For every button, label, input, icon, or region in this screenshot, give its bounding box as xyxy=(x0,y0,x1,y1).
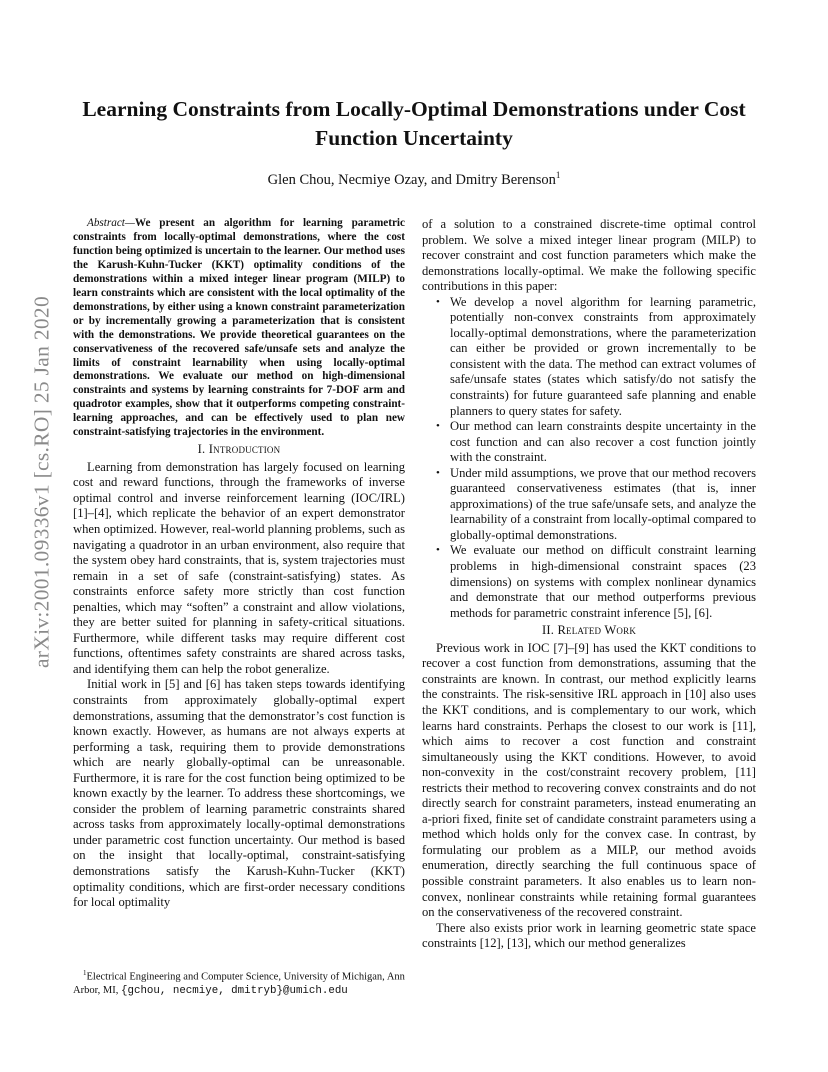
author-line xyxy=(100,170,728,189)
bullet-icon: • xyxy=(436,544,440,557)
list-item: • Our method can learn constraints despite uncertainty in the cost function and can also recover a cost function jointly with the constraint. xyxy=(436,419,756,465)
bullet-icon: • xyxy=(436,295,440,308)
footnote-text: Electrical Engineering and Computer Science, University of Michigan, Ann Arbor, MI, xyxy=(73,971,405,996)
list-item: • We evaluate our method on difficult constraint learning problems in high-dimensional constraint spaces (23 dimensions) on systems with complex nonlinear dynamics and demonstrate that our method outperforms previous methods for parametric constraint inference [5], [6]. xyxy=(436,543,756,620)
paper-title: Learning Constraints from Locally-Optimal Demonstrations under Cost Function Uncertainty xyxy=(82,97,746,150)
section-heading-introduction: I. Introduction xyxy=(197,442,281,457)
footnote xyxy=(73,967,407,998)
left-column xyxy=(73,217,405,911)
footnote-email: {gchou, necmiye, dmitryb}@umich.edu xyxy=(121,984,348,997)
right-column xyxy=(422,217,756,952)
related-work-paragraph-2: There also exists prior work in learning geometric state space constraints [12], [13], which our method generalizes xyxy=(422,920,756,951)
section-heading-related-work: II. Related Work xyxy=(541,623,637,638)
abstract-label: Abstract xyxy=(87,217,125,229)
intro-paragraph-2: Initial work in [5] and [6] has taken steps towards identifying constraints from approximately globally-optimal expert demonstrations, assuming that the demonstrator’s cost function is known exactly. However, as humans are not always experts at performing a task, requiring them to provide demonstrations which are nearly globally-optimal can be unreasonable. Furthermore, it is rare for the cost function being optimized to be known exactly by the learner. To address these shortcomings, we consider the problem of learning parametric constraints shared across tasks from approximately locally-optimal demonstrations under parametric cost function uncertainty. Our method is based on the insight that locally-optimal, constraint-satisfying demonstrations satisfy the Karush-Kuhn-Tucker (KKT) optimality conditions, which are first-order necessary conditions for local optimality xyxy=(73,677,405,910)
related-work-paragraph-1: Previous work in IOC [7]–[9] has used the KKT conditions to recover a cost function from demonstrations, assuming that the constraints are known. In contrast, our method explicitly learns the constraints. The risk-sensitive IRL approach in [10] also uses the KKT conditions, and is complementary to our work, which learns hard constraints. Perhaps the closest to our work is [11], which aims to recover a cost function and constraint simultaneously using the KKT conditions. However, to avoid non-convexity in the cost/constraint recovery problem, [11] restricts their method to recovering convex constraints and do not directly search for constraint parameters, instead enumerating an a-priori fixed, finite set of candidate constraint parameters using a method which holds only for the convex case. In contrast, by formulating our problem as a MILP, our method avoids enumeration, directly searching the full continuous space of possible constraint parameters. It also enables us to learn non-convex, nonlinear constraints while retaining formal guarantees on the conservativeness of the recovered constraint. xyxy=(422,640,756,920)
list-item: • We develop a novel algorithm for learning parametric, potentially non-convex constraints from approximately locally-optimal demonstrations, where the parameterization can either be provided or grown incrementally to be consistent with the data. The method can extract volumes of safe/unsafe states (states which satisfy/do not satisfy the constraints) for future guaranteed safe planning and enable planners to query states for safety. xyxy=(436,294,756,418)
intro-paragraph-1: Learning from demonstration has largely focused on learning cost and reward functions, through the frameworks of inverse optimal control and inverse reinforcement learning (IOC/IRL) [1]–[4], which replicate the behavior of an expert demonstrator when optimized. However, real-world planning problems, such as navigating a quadrotor in an urban environment, also require that the system obey hard constraints, that is, system trajectories must remain in a set of safe (constraint-satisfying) states. As constraints enforce safety more strictly than cost function penalties, which may “soften” a constraint and allow violations, they are better suited for planning in safety-critical situations. Furthermore, while different tasks may require different cost functions, oftentimes safety constraints are shared across tasks, and identifying them can help the robot generalize. xyxy=(73,459,405,676)
right-paragraph-1: of a solution to a constrained discrete-time optimal control problem. We solve a mixed integer linear program (MILP) to recover constraint and cost function parameters which make the demonstrations locally-optimal. We make the following specific contributions in this paper: xyxy=(422,217,756,294)
list-item: • Under mild assumptions, we prove that our method recovers guaranteed conservativeness estimates (that is, inner approximations) of the true safe/unsafe sets, and analyze the learnability of a constraint from locally-optimal compared to globally-optimal demonstrations. xyxy=(436,465,756,542)
bullet-icon: • xyxy=(436,420,440,433)
author-names: Glen Chou, Necmiye Ozay, and Dmitry Berenson xyxy=(267,171,556,188)
contributions-list xyxy=(422,295,756,621)
abstract-text: We present an algorithm for learning parametric constraints from locally-optimal demonstrations, where the cost function being optimized is uncertain to the learner. Our method uses the Karush-Kuhn-Tucker (KKT) optimality conditions of the demonstrations within a mixed integer linear program (MILP) to learn constraints which are consistent with the local optimality of the demonstrations, by either using a known constraint parameterization or by incrementally growing a parameterization that is consistent with the demonstrations. We provide theoretical guarantees on the conservativeness of the recovered safe/unsafe sets and analyze the limits of constraint learnability when using locally-optimal demonstrations. We evaluate our method on high-dimensional constraints and systems by learning constraints for 7-DOF arm and quadrotor examples, show that it outperforms competing constraint-learning approaches, and can be effectively used to plan new constraint-satisfying trajectories in the environment. xyxy=(73,217,405,439)
affiliation-mark: 1 xyxy=(555,170,561,180)
bullet-icon: • xyxy=(436,466,440,479)
abstract: Abstract—We present an algorithm for learning parametric constraints from locally-optimal demonstrations, where the cost function being optimized is uncertain to the learner. Our method uses the Karush-Kuhn-Tucker (KKT) optimality conditions of the demonstrations within a mixed integer linear program (MILP) to learn constraints which are consistent with the local optimality of the demonstrations, by either using a known constraint parameterization or by incrementally growing a parameterization that is consistent with the demonstrations. We provide theoretical guarantees on the conservativeness of the recovered safe/unsafe sets and analyze the limits of constraint learnability when using locally-optimal demonstrations. We evaluate our method on high-dimensional constraints and systems by learning constraints for 7-DOF arm and quadrotor examples, show that it outperforms competing constraint-learning approaches, and can be effectively used to plan new constraint-satisfying trajectories in the environment. xyxy=(73,217,405,439)
arxiv-side-stamp xyxy=(22,292,62,672)
arxiv-identifier: arXiv:2001.09336v1 [cs.RO] 25 Jan 2020 xyxy=(29,295,54,669)
footnote-mark: 1 xyxy=(83,969,87,977)
